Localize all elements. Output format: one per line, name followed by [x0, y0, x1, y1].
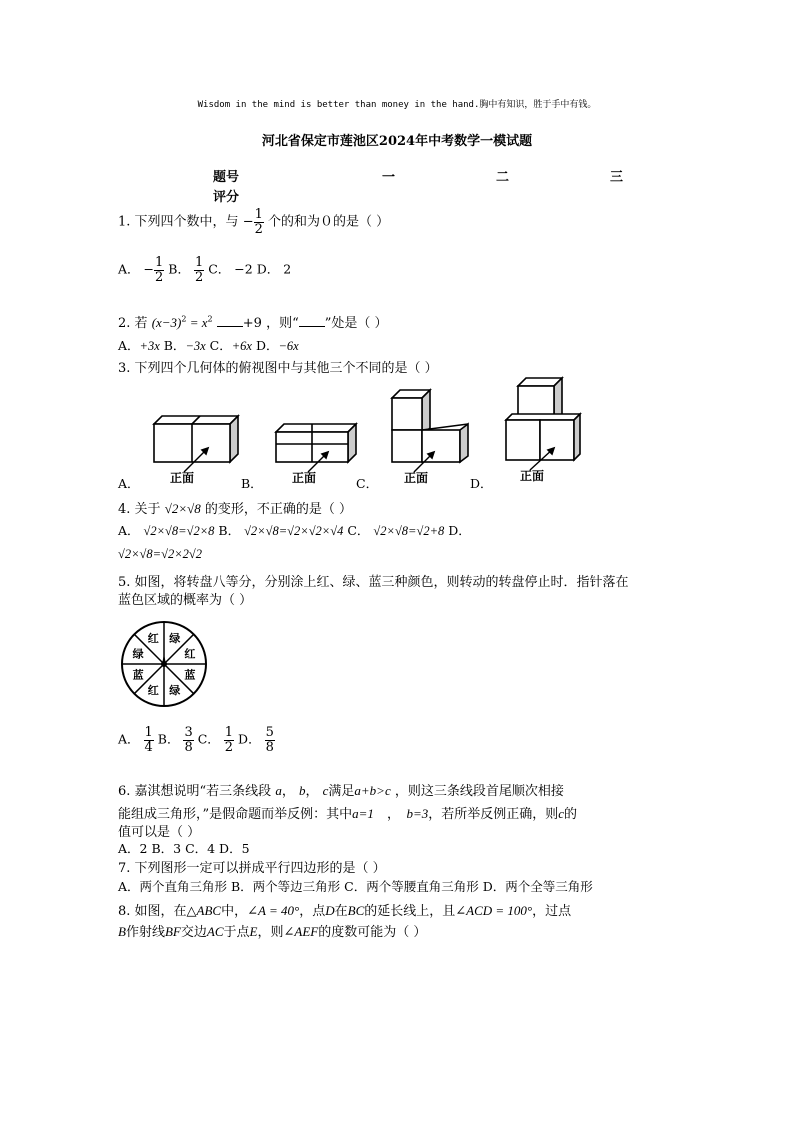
q1-opt-c-label: C．: [208, 261, 231, 277]
q6-a1: a=1: [352, 806, 374, 821]
q8-e: E: [249, 924, 258, 939]
q2-sup: 2: [181, 314, 187, 324]
q8-angle-acd: ∠ACD = 100°: [455, 903, 533, 918]
q2-opt-b-label: B．: [163, 338, 186, 353]
q8-angle-aef: ∠AEF: [283, 924, 319, 939]
q8-l2d: ，则: [257, 925, 284, 940]
q6-c: c: [322, 783, 329, 798]
score-row-label-2: 评分: [213, 190, 240, 205]
q2-opt-d-label: D．: [255, 338, 279, 353]
wheel-sector-label: 蓝: [184, 668, 196, 682]
q8-bf: BF: [164, 924, 181, 939]
q2-blank-2: [299, 326, 325, 327]
q2-options: [118, 336, 299, 354]
q2-sup2: 2: [207, 314, 213, 324]
question-8-line2: [118, 921, 426, 940]
q3-figures: [118, 372, 698, 492]
q7-options: A．两个直角三角形 B．两个等边三角形 C．两个等腰直角三角形 D．两个全等三角形: [118, 879, 593, 894]
q5-opt-c-num: 1: [224, 725, 234, 740]
q2-opt-d: −6x: [278, 339, 299, 353]
q3-opt-b-label: B．: [241, 476, 263, 491]
q6-b3: b=3: [406, 806, 429, 821]
q5-opt-d-den: 8: [265, 739, 274, 755]
q1-opt-b-num: 1: [194, 255, 204, 270]
q3-front-label-c: 正面: [404, 471, 429, 485]
q8-bc: BC: [347, 903, 365, 918]
q8-angle-a: ∠A = 40°: [247, 903, 300, 918]
q1-opt-a-label: A．: [118, 261, 140, 277]
q5-opt-b: [183, 726, 193, 754]
q6-l2b: ，若所举反例正确，则: [428, 807, 559, 822]
q4-opt-d-label: D．: [448, 523, 471, 538]
q1-fraction: [254, 208, 264, 236]
q2-opt-a-label: A．: [118, 338, 140, 353]
question-5-line1: 5. 如图，将转盘八等分，分别涂上红、绿、蓝三种颜色，则转动的转盘停止时．指针落在: [118, 575, 629, 590]
q1-opt-d-label: D．: [256, 261, 280, 277]
q6-l2c: 的: [564, 807, 578, 822]
q5-opt-c-label: C．: [197, 731, 220, 747]
question-4: [118, 498, 352, 517]
q5-opt-a-label: A．: [118, 731, 140, 747]
q2-eq: = x: [186, 315, 208, 330]
q6-p2: ，则这三条线段首尾顺次相接: [394, 784, 564, 799]
q5-opt-a-num: 1: [144, 725, 153, 740]
q5-opt-d: [265, 726, 275, 754]
q1-opt-d: 2: [283, 261, 292, 277]
q5-spinner-wheel: [118, 618, 210, 710]
q4-opt-b-label: B．: [218, 523, 241, 538]
question-6-line2: 能组成三角形，”是假命题而举反例：其中a=1 ， b=3，若所举反例正确，则c的: [118, 806, 578, 822]
page-title: 河北省保定市莲池区2024年中考数学一模试题: [261, 134, 533, 149]
q4-expr: √2×√8: [164, 501, 201, 516]
q3-figure-b: [276, 424, 356, 472]
q4-opt-c: √2×√8=√2+8: [373, 524, 445, 538]
q8-ac: AC: [206, 924, 224, 939]
q5-opt-c-den: 2: [224, 739, 234, 755]
q1-opt-b-label: B．: [168, 261, 190, 277]
q2-prefix: 2. 若: [118, 316, 148, 331]
q3-figure-d: [506, 378, 580, 470]
q6-c2: c: [558, 806, 565, 821]
q1-opt-a-den: 2: [155, 269, 164, 285]
q1-options: [118, 256, 291, 284]
question-2: [118, 312, 388, 331]
score-col-3: 三: [610, 170, 624, 185]
q2-opt-c: +6x: [231, 339, 252, 353]
q3-front-label-a: 正面: [170, 471, 195, 485]
q8-p2: 中，: [221, 904, 248, 919]
q3-figure-a: [154, 416, 238, 472]
q2-mid: ，则“: [266, 316, 299, 331]
q5-opt-d-label: D．: [238, 731, 261, 747]
q1-opt-a-num: 1: [155, 255, 164, 270]
wheel-sector-label: 红: [147, 632, 159, 646]
q3-opt-d-label: D．: [470, 476, 493, 491]
q8-p3: ，点: [299, 904, 326, 919]
wheel-sector-label: 绿: [169, 632, 181, 646]
q3-opt-a-label: A．: [118, 476, 140, 491]
q4-options-line2: [118, 546, 202, 562]
q1-frac-den: 2: [254, 221, 263, 237]
q3-front-label-b: 正面: [292, 471, 317, 485]
q4-opt-d: √2×√8=√2×2√2: [118, 547, 202, 561]
q6-p1: 6. 嘉淇想说明“若三条线段: [118, 784, 272, 799]
q8-l2b: 交边: [180, 925, 207, 940]
q4-opt-b: √2×√8=√2×√2×√4: [244, 524, 344, 538]
wheel-sector-label: 绿: [132, 647, 144, 661]
q8-d: D: [325, 903, 335, 918]
q8-p6: ，过点: [532, 904, 572, 919]
q8-p5: 的延长线上，且: [364, 904, 456, 919]
score-row-label-1: 题号: [213, 170, 240, 185]
question-6-line1: 6. 嘉淇想说明“若三条线段 a， b， c满足a+b>c ，则这三条线段首尾顺次相接: [118, 783, 564, 799]
q8-l2a: 作射线: [125, 925, 165, 940]
q6-cond: a+b>c: [354, 783, 391, 798]
q2-opt-a: +3x: [139, 339, 160, 353]
q8-l2e: 的度数可能为（ ）: [318, 925, 427, 940]
q4-suffix: 的变形，不正确的是（ ）: [204, 502, 353, 517]
q5-opt-c: [224, 726, 234, 754]
q2-plus9: +9: [242, 316, 262, 331]
wheel-sector-label: 红: [184, 647, 196, 661]
q2-opt-c-label: C．: [209, 338, 232, 353]
score-col-1: 一: [382, 170, 396, 185]
q5-opt-b-label: B．: [157, 731, 180, 747]
q6-options: A．2 B．3 C．4 D．5: [118, 841, 250, 856]
q5-opt-a: [144, 726, 154, 754]
q8-p4: 在: [334, 904, 348, 919]
q5-opt-d-num: 5: [265, 725, 274, 740]
question-6-line3: 值可以是（ ）: [118, 825, 201, 840]
q1-prefix: 1. 下列四个数中，与: [118, 214, 239, 230]
q6-b: b: [298, 783, 306, 798]
q1-opt-c: −2: [234, 261, 253, 277]
q6-a: a: [275, 783, 282, 798]
q8-l2c: 于点: [223, 925, 250, 940]
q5-options: [118, 726, 275, 754]
q4-opt-a: √2×√8=√2×8: [143, 524, 215, 538]
q5-opt-b-num: 3: [184, 725, 193, 740]
q1-suffix: 个的和为０的是（ ）: [268, 214, 390, 230]
q6-cond-label: 满足: [328, 784, 355, 799]
q8-b: B: [118, 924, 126, 939]
q1-opt-a: [154, 256, 164, 284]
question-7: 7. 下列图形一定可以拼成平行四边形的是（ ）: [118, 861, 386, 876]
q4-opt-c-label: C．: [347, 523, 370, 538]
q5-opt-a-den: 4: [144, 739, 153, 755]
q4-opt-a-label: A．: [118, 523, 140, 538]
q6-l2a: 能组成三角形，”是假命题而举反例：其中: [118, 807, 353, 822]
q1-frac-num: 1: [254, 207, 263, 222]
q2-blank: [217, 326, 243, 327]
question-3: 3. 下列四个几何体的俯视图中与其他三个不同的是（ ）: [118, 361, 438, 376]
question-1: [118, 208, 389, 236]
q3-front-label-d: 正面: [520, 469, 545, 483]
q2-expr: (x−3): [151, 315, 182, 330]
q2-end: ”处是（ ）: [324, 316, 388, 331]
question-5-line2: 蓝色区域的概率为（ ）: [118, 593, 253, 608]
q1-opt-a-sign: −: [143, 261, 154, 277]
q5-opt-b-den: 8: [184, 739, 193, 755]
q1-opt-b: [194, 256, 204, 284]
question-8-line1: [118, 900, 571, 919]
wheel-sector-label: 绿: [169, 683, 181, 697]
q4-prefix: 4. 关于: [118, 502, 161, 517]
q8-p1: 8. 如图，在△: [118, 904, 197, 919]
q2-opt-b: −3x: [185, 339, 206, 353]
q1-sign: −: [242, 214, 254, 230]
q4-options-line1: [118, 521, 471, 539]
q3-figure-c: [392, 390, 468, 472]
wheel-sector-label: 红: [147, 683, 159, 697]
score-col-2: 二: [496, 170, 510, 185]
q1-opt-b-den: 2: [194, 269, 204, 285]
q3-opt-c-label: C．: [356, 476, 379, 491]
q8-abc: ABC: [196, 903, 222, 918]
wheel-sector-label: 蓝: [132, 668, 144, 682]
header-motto: Wisdom in the mind is better than money in the hand.胸中有知识，胜于手中有钱。: [197, 100, 597, 110]
